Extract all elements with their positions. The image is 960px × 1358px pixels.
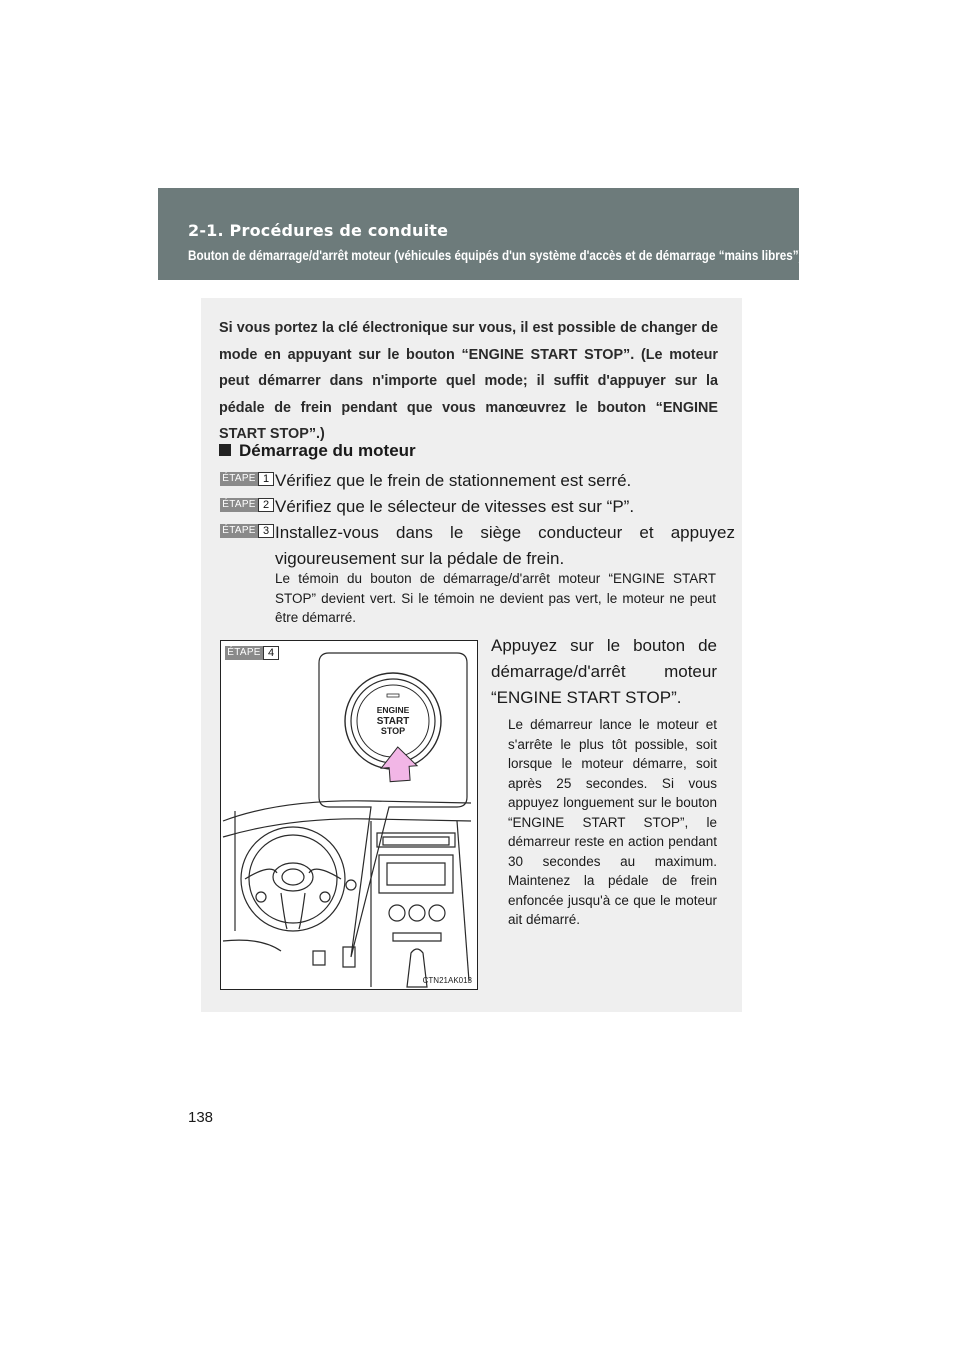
figure-code: CTN21AK013 bbox=[422, 976, 472, 985]
step-3-note: Le témoin du bouton de démarrage/d'arrêt moteur “ENGINE START STOP” devient vert. Si le témoin ne devient pas vert, le moteur ne peut être démarré. bbox=[275, 571, 716, 625]
instruction-panel bbox=[201, 298, 742, 1012]
dashboard-drawing bbox=[221, 641, 477, 989]
button-label-stop: STOP bbox=[380, 726, 406, 736]
step-badge-number: 3 bbox=[258, 524, 274, 538]
step-badge-word: ÉTAPE bbox=[220, 472, 258, 486]
page-number: 138 bbox=[188, 1109, 214, 1126]
step-badge-number: 2 bbox=[258, 498, 274, 512]
section-subtitle: Bouton de démarrage/d'arrêt moteur (véhicules équipés d'un système d'accès et de démarrage “mains libres”) bbox=[188, 248, 803, 263]
section-header bbox=[158, 188, 803, 280]
step-text: Installez-vous dans le siège conducteur et appuyez vigoureusement sur la pédale de frein. bbox=[275, 523, 735, 568]
step-4-text: Appuyez sur le bouton de démarrage/d'arrêt moteur “ENGINE START STOP”. bbox=[491, 636, 717, 707]
section-title: 2-1. Procédures de conduite bbox=[188, 221, 449, 240]
step-badge-word: ÉTAPE bbox=[220, 524, 258, 538]
step-badge bbox=[220, 524, 274, 538]
button-label-engine: ENGINE bbox=[376, 705, 410, 715]
step-badge bbox=[220, 498, 274, 512]
square-bullet-icon bbox=[219, 444, 231, 456]
step-badge-word: ÉTAPE bbox=[225, 646, 263, 660]
step-badge-number: 1 bbox=[258, 472, 274, 486]
step-text: Vérifiez que le sélecteur de vitesses est sur “P”. bbox=[275, 497, 635, 516]
step-badge-word: ÉTAPE bbox=[220, 498, 258, 512]
engine-start-illustration bbox=[220, 640, 478, 990]
step-4-note: Le démarreur lance le moteur et s'arrête le plus tôt possible, soit lorsque le moteur démarre, soit après 25 secondes. Si vous appuyez longuement sur le bouton “ENGINE START STOP”, le démarreur reste en action pendant 30 secondes au maximum. Maintenez la pédale de frein enfoncée jusqu'à ce que le moteur ait démarré. bbox=[508, 717, 717, 927]
button-label-start: START bbox=[376, 716, 410, 727]
step-badge bbox=[220, 472, 274, 486]
intro-paragraph: Si vous portez la clé électronique sur vous, il est possible de changer de mode en appuyant sur le bouton “ENGINE START STOP”. (Le moteur peut démarrer dans n'importe quel mode; il suffit d'appuyer sur la pédale de frein pendant que vous manœuvrez le bouton “ENGINE START STOP”.) bbox=[219, 320, 718, 443]
subheading bbox=[219, 441, 416, 461]
subheading-text: Démarrage du moteur bbox=[239, 441, 416, 460]
step-text: Vérifiez que le frein de stationnement est serré. bbox=[275, 471, 632, 490]
step-badge-number: 4 bbox=[263, 646, 279, 660]
